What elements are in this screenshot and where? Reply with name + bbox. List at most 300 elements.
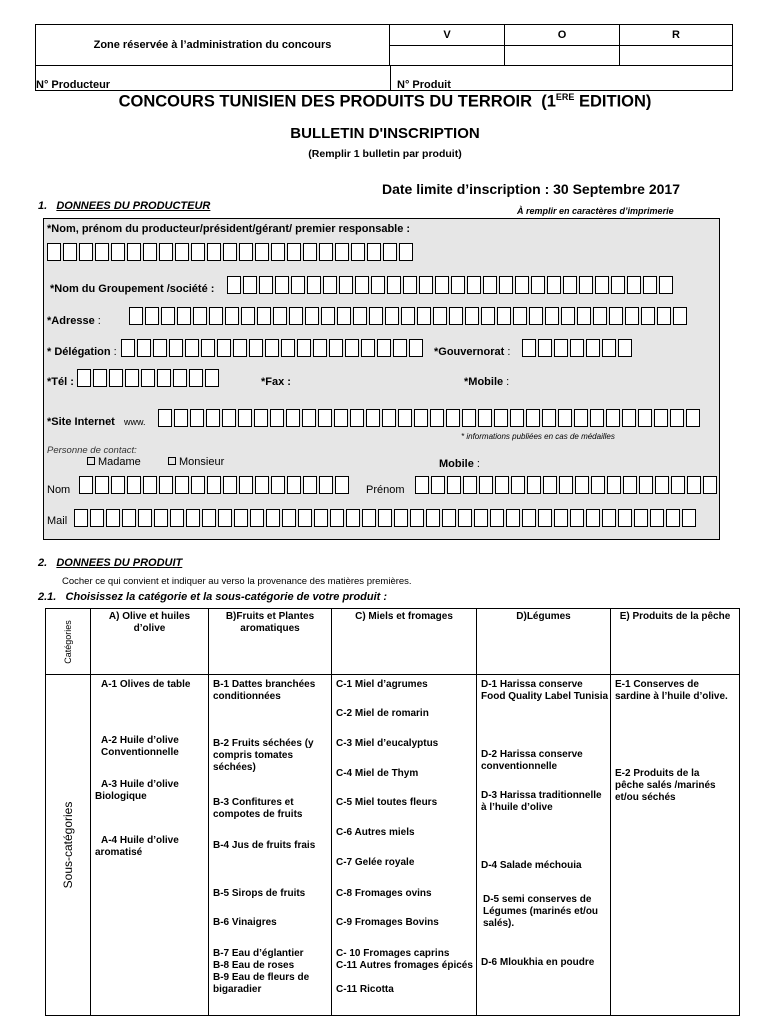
monsieur-option[interactable]: Monsieur xyxy=(168,456,224,468)
char-box[interactable] xyxy=(703,476,717,494)
tel-label: *Tél : xyxy=(47,376,74,388)
sub-b2[interactable]: B-2 Fruits séchées (y compris tomates séchées) xyxy=(213,738,314,773)
sub-c10[interactable]: C- 10 Fromages caprins xyxy=(336,948,450,959)
char-box[interactable] xyxy=(173,369,187,387)
char-box[interactable] xyxy=(239,243,253,261)
char-box[interactable] xyxy=(254,409,268,427)
monsieur-checkbox[interactable] xyxy=(168,457,176,465)
sub-d4[interactable]: D-4 Salade méchouia xyxy=(481,860,582,871)
char-box[interactable] xyxy=(227,276,241,294)
char-box[interactable] xyxy=(606,409,620,427)
char-box[interactable] xyxy=(79,476,93,494)
char-box[interactable] xyxy=(398,409,412,427)
char-box[interactable] xyxy=(409,339,423,357)
char-box[interactable] xyxy=(95,476,109,494)
prenom-boxes[interactable] xyxy=(415,476,719,494)
char-box[interactable] xyxy=(401,307,415,325)
char-box[interactable] xyxy=(346,509,360,527)
char-box[interactable] xyxy=(430,409,444,427)
char-box[interactable] xyxy=(575,476,589,494)
char-box[interactable] xyxy=(186,509,200,527)
char-box[interactable] xyxy=(319,476,333,494)
char-box[interactable] xyxy=(623,476,637,494)
gouvernorat-boxes[interactable] xyxy=(522,339,634,357)
char-box[interactable] xyxy=(303,476,317,494)
admin-col-v: V xyxy=(390,25,505,46)
char-box[interactable] xyxy=(270,409,284,427)
char-box[interactable] xyxy=(191,243,205,261)
char-box[interactable] xyxy=(659,276,673,294)
char-box[interactable] xyxy=(382,409,396,427)
char-box[interactable] xyxy=(127,476,141,494)
char-box[interactable] xyxy=(206,409,220,427)
char-box[interactable] xyxy=(586,339,600,357)
char-box[interactable] xyxy=(202,509,216,527)
char-box[interactable] xyxy=(634,509,648,527)
char-box[interactable] xyxy=(442,509,456,527)
char-box[interactable] xyxy=(383,243,397,261)
char-box[interactable] xyxy=(302,409,316,427)
char-box[interactable] xyxy=(143,476,157,494)
char-box[interactable] xyxy=(545,307,559,325)
char-box[interactable] xyxy=(281,339,295,357)
char-box[interactable] xyxy=(209,307,223,325)
char-box[interactable] xyxy=(446,409,460,427)
char-box[interactable] xyxy=(355,276,369,294)
char-box[interactable] xyxy=(622,409,636,427)
char-box[interactable] xyxy=(185,339,199,357)
nom-boxes[interactable] xyxy=(79,476,351,494)
sub-c8[interactable]: C-8 Fromages ovins xyxy=(336,888,432,899)
char-box[interactable] xyxy=(265,339,279,357)
char-box[interactable] xyxy=(579,276,593,294)
char-box[interactable] xyxy=(345,339,359,357)
sub-d2[interactable]: D-2 Harissa conserve conventionnelle xyxy=(481,749,583,772)
char-box[interactable] xyxy=(643,276,657,294)
char-box[interactable] xyxy=(529,307,543,325)
char-box[interactable] xyxy=(627,276,641,294)
char-box[interactable] xyxy=(687,476,701,494)
char-box[interactable] xyxy=(478,409,492,427)
char-box[interactable] xyxy=(625,307,639,325)
char-box[interactable] xyxy=(90,509,104,527)
char-box[interactable] xyxy=(641,307,655,325)
char-box[interactable] xyxy=(570,339,584,357)
char-box[interactable] xyxy=(159,243,173,261)
char-box[interactable] xyxy=(222,409,236,427)
char-box[interactable] xyxy=(558,409,572,427)
char-box[interactable] xyxy=(63,243,77,261)
site-boxes[interactable] xyxy=(158,409,702,427)
char-box[interactable] xyxy=(611,276,625,294)
char-box[interactable] xyxy=(353,307,367,325)
sub-b8[interactable]: B-8 Eau de roses xyxy=(213,960,295,971)
char-box[interactable] xyxy=(141,369,155,387)
char-box[interactable] xyxy=(591,476,605,494)
char-box[interactable] xyxy=(159,476,173,494)
char-box[interactable] xyxy=(282,509,296,527)
section2-heading: 2. DONNEES DU PRODUIT xyxy=(38,557,183,569)
category-a[interactable]: A) Olive et huiles d’olive xyxy=(91,609,209,675)
char-box[interactable] xyxy=(639,476,653,494)
char-box[interactable] xyxy=(259,276,273,294)
char-box[interactable] xyxy=(255,243,269,261)
admin-col-o: O xyxy=(505,25,620,46)
char-box[interactable] xyxy=(334,409,348,427)
char-box[interactable] xyxy=(595,276,609,294)
char-box[interactable] xyxy=(313,339,327,357)
char-box[interactable] xyxy=(157,369,171,387)
sub-c9[interactable]: C-9 Fromages Bovins xyxy=(336,917,439,928)
subcategories-c xyxy=(332,675,477,1016)
char-box[interactable] xyxy=(330,509,344,527)
char-box[interactable] xyxy=(410,509,424,527)
char-box[interactable] xyxy=(79,243,93,261)
char-box[interactable] xyxy=(387,276,401,294)
delegation-boxes-2[interactable] xyxy=(185,339,425,357)
char-box[interactable] xyxy=(531,276,545,294)
char-box[interactable] xyxy=(671,476,685,494)
sub-b6[interactable]: B-6 Vinaigres xyxy=(213,917,277,928)
char-box[interactable] xyxy=(609,307,623,325)
char-box[interactable] xyxy=(298,509,312,527)
admin-cell-r[interactable] xyxy=(620,45,733,66)
char-box[interactable] xyxy=(329,339,343,357)
sub-c12[interactable]: C-11 Ricotta xyxy=(336,984,394,995)
char-box[interactable] xyxy=(109,369,123,387)
char-box[interactable] xyxy=(369,307,383,325)
char-box[interactable] xyxy=(522,509,536,527)
char-box[interactable] xyxy=(175,243,189,261)
char-box[interactable] xyxy=(286,409,300,427)
char-box[interactable] xyxy=(435,276,449,294)
char-box[interactable] xyxy=(339,276,353,294)
char-box[interactable] xyxy=(399,243,413,261)
char-box[interactable] xyxy=(77,369,91,387)
producer-number-label: N° Producteur xyxy=(36,79,111,91)
char-box[interactable] xyxy=(474,509,488,527)
delegation-boxes-1[interactable] xyxy=(121,339,185,357)
madame-option[interactable]: Madame xyxy=(87,456,141,468)
admin-cell-v[interactable] xyxy=(390,45,505,66)
sub-a4[interactable]: A-4 Huile d’olive aromatisé xyxy=(95,835,179,858)
char-box[interactable] xyxy=(371,276,385,294)
char-box[interactable] xyxy=(513,307,527,325)
char-box[interactable] xyxy=(483,276,497,294)
product-number-label: N° Produit xyxy=(397,79,451,91)
char-box[interactable] xyxy=(249,339,263,357)
char-box[interactable] xyxy=(218,509,232,527)
char-box[interactable] xyxy=(479,476,493,494)
category-d[interactable]: D)Légumes xyxy=(477,609,611,675)
sub-a1[interactable]: A-1 Olives de table xyxy=(101,679,191,690)
char-box[interactable] xyxy=(602,339,616,357)
char-box[interactable] xyxy=(143,243,157,261)
char-box[interactable] xyxy=(385,307,399,325)
char-box[interactable] xyxy=(177,307,191,325)
char-box[interactable] xyxy=(161,307,175,325)
char-box[interactable] xyxy=(522,339,536,357)
char-box[interactable] xyxy=(223,476,237,494)
char-box[interactable] xyxy=(191,476,205,494)
char-box[interactable] xyxy=(426,509,440,527)
char-box[interactable] xyxy=(574,409,588,427)
char-box[interactable] xyxy=(106,509,120,527)
char-box[interactable] xyxy=(318,409,332,427)
char-box[interactable] xyxy=(207,476,221,494)
mail-boxes[interactable] xyxy=(74,509,698,527)
char-box[interactable] xyxy=(554,339,568,357)
char-box[interactable] xyxy=(490,509,504,527)
sub-b9[interactable]: B-9 Eau de fleurs de bigaradier xyxy=(213,972,310,995)
category-c[interactable]: C) Miels et fromages xyxy=(332,609,477,675)
char-box[interactable] xyxy=(394,509,408,527)
sub-c11[interactable]: C-11 Autres fromages épicés xyxy=(336,960,473,971)
char-box[interactable] xyxy=(654,409,668,427)
char-box[interactable] xyxy=(554,509,568,527)
char-box[interactable] xyxy=(419,276,433,294)
char-box[interactable] xyxy=(403,276,417,294)
sub-e2[interactable]: E-2 Produits de la pêche salés /marinés et/ou séchés xyxy=(615,768,716,803)
char-box[interactable] xyxy=(657,307,671,325)
char-box[interactable] xyxy=(175,476,189,494)
sub-b1[interactable]: B-1 Dattes branchées conditionnées xyxy=(213,679,316,702)
char-box[interactable] xyxy=(233,339,247,357)
char-box[interactable] xyxy=(158,409,172,427)
char-box[interactable] xyxy=(431,476,445,494)
char-box[interactable] xyxy=(511,476,525,494)
char-box[interactable] xyxy=(670,409,684,427)
sub-d5[interactable]: D-5 semi conserves de Légumes (marinés et/ou salés). xyxy=(483,894,599,929)
char-box[interactable] xyxy=(243,276,257,294)
char-box[interactable] xyxy=(303,243,317,261)
char-box[interactable] xyxy=(153,339,167,357)
sub-c1[interactable]: C-1 Miel d’agrumes xyxy=(336,679,428,690)
char-box[interactable] xyxy=(271,243,285,261)
char-box[interactable] xyxy=(201,339,215,357)
char-box[interactable] xyxy=(673,307,687,325)
char-box[interactable] xyxy=(189,369,203,387)
char-box[interactable] xyxy=(307,276,321,294)
char-box[interactable] xyxy=(287,243,301,261)
madame-checkbox[interactable] xyxy=(87,457,95,465)
char-box[interactable] xyxy=(638,409,652,427)
category-b[interactable]: B)Fruits et Plantes aromatiques xyxy=(209,609,332,675)
char-box[interactable] xyxy=(458,509,472,527)
char-box[interactable] xyxy=(590,409,604,427)
char-box[interactable] xyxy=(47,243,61,261)
char-box[interactable] xyxy=(543,476,557,494)
char-box[interactable] xyxy=(449,307,463,325)
char-box[interactable] xyxy=(526,409,540,427)
char-box[interactable] xyxy=(414,409,428,427)
char-box[interactable] xyxy=(122,509,136,527)
char-box[interactable] xyxy=(586,509,600,527)
char-box[interactable] xyxy=(291,276,305,294)
char-box[interactable] xyxy=(542,409,556,427)
char-box[interactable] xyxy=(137,339,151,357)
char-box[interactable] xyxy=(495,476,509,494)
char-box[interactable] xyxy=(145,307,159,325)
char-box[interactable] xyxy=(463,476,477,494)
char-box[interactable] xyxy=(361,339,375,357)
char-box[interactable] xyxy=(74,509,88,527)
char-box[interactable] xyxy=(111,243,125,261)
char-box[interactable] xyxy=(593,307,607,325)
char-box[interactable] xyxy=(481,307,495,325)
char-box[interactable] xyxy=(250,509,264,527)
char-box[interactable] xyxy=(527,476,541,494)
name-boxes[interactable] xyxy=(47,243,415,261)
admin-cell-o[interactable] xyxy=(505,45,620,66)
tel-boxes[interactable] xyxy=(77,369,221,387)
char-box[interactable] xyxy=(666,509,680,527)
char-box[interactable] xyxy=(447,476,461,494)
info-note: * informations publiées en cas de médailles xyxy=(461,432,615,441)
sub-a2[interactable]: A-2 Huile d’olive Conventionnelle xyxy=(101,735,179,758)
adresse-boxes[interactable] xyxy=(129,307,689,325)
char-box[interactable] xyxy=(335,243,349,261)
char-box[interactable] xyxy=(138,509,152,527)
char-box[interactable] xyxy=(238,409,252,427)
nom-label: Nom xyxy=(47,484,71,496)
char-box[interactable] xyxy=(538,339,552,357)
char-box[interactable] xyxy=(462,409,476,427)
sub-d6[interactable]: D-6 Mloukhia en poudre xyxy=(481,957,595,968)
char-box[interactable] xyxy=(506,509,520,527)
mail-label: Mail xyxy=(47,515,68,527)
char-box[interactable] xyxy=(497,307,511,325)
char-box[interactable] xyxy=(154,509,168,527)
sub-c4[interactable]: C-4 Miel de Thym xyxy=(336,768,419,779)
sub-c6[interactable]: C-6 Autres miels xyxy=(336,827,415,838)
char-box[interactable] xyxy=(121,339,135,357)
mobile-label: *Mobile : xyxy=(464,376,510,388)
char-box[interactable] xyxy=(125,369,139,387)
char-box[interactable] xyxy=(323,276,337,294)
char-box[interactable] xyxy=(655,476,669,494)
char-box[interactable] xyxy=(378,509,392,527)
char-box[interactable] xyxy=(393,339,407,357)
char-box[interactable] xyxy=(111,476,125,494)
sub-c2[interactable]: C-2 Miel de romarin xyxy=(336,708,429,719)
char-box[interactable] xyxy=(467,276,481,294)
char-box[interactable] xyxy=(305,307,319,325)
char-box[interactable] xyxy=(223,243,237,261)
char-box[interactable] xyxy=(169,339,183,357)
char-box[interactable] xyxy=(255,476,269,494)
char-box[interactable] xyxy=(499,276,513,294)
sub-a3[interactable]: A-3 Huile d’olive Biologique xyxy=(95,779,179,802)
char-box[interactable] xyxy=(650,509,664,527)
char-box[interactable] xyxy=(275,276,289,294)
char-box[interactable] xyxy=(335,476,349,494)
char-box[interactable] xyxy=(607,476,621,494)
char-box[interactable] xyxy=(367,243,381,261)
char-box[interactable] xyxy=(217,339,231,357)
sub-e1[interactable]: E-1 Conserves de sardine à l’huile d’olive. xyxy=(615,679,728,702)
sub-c7[interactable]: C-7 Gelée royale xyxy=(336,857,415,868)
sub-c5[interactable]: C-5 Miel toutes fleurs xyxy=(336,797,438,808)
char-box[interactable] xyxy=(377,339,391,357)
char-box[interactable] xyxy=(618,509,632,527)
char-box[interactable] xyxy=(602,509,616,527)
char-box[interactable] xyxy=(547,276,561,294)
char-box[interactable] xyxy=(297,339,311,357)
char-box[interactable] xyxy=(257,307,271,325)
char-box[interactable] xyxy=(95,243,109,261)
sub-c3[interactable]: C-3 Miel d’eucalyptus xyxy=(336,738,439,749)
sub-b3[interactable]: B-3 Confitures et compotes de fruits xyxy=(213,797,303,820)
sub-b7[interactable]: B-7 Eau d’églantier xyxy=(213,948,304,959)
char-box[interactable] xyxy=(190,409,204,427)
char-box[interactable] xyxy=(559,476,573,494)
char-box[interactable] xyxy=(93,369,107,387)
char-box[interactable] xyxy=(494,409,508,427)
char-box[interactable] xyxy=(465,307,479,325)
char-box[interactable] xyxy=(433,307,447,325)
char-box[interactable] xyxy=(415,476,429,494)
char-box[interactable] xyxy=(350,409,364,427)
admin-zone-table xyxy=(35,24,733,66)
sub-b5[interactable]: B-5 Sirops de fruits xyxy=(213,888,306,899)
char-box[interactable] xyxy=(174,409,188,427)
char-box[interactable] xyxy=(538,509,552,527)
char-box[interactable] xyxy=(241,307,255,325)
groupement-boxes[interactable] xyxy=(227,276,675,294)
char-box[interactable] xyxy=(417,307,431,325)
char-box[interactable] xyxy=(319,243,333,261)
char-box[interactable] xyxy=(451,276,465,294)
char-box[interactable] xyxy=(314,509,328,527)
char-box[interactable] xyxy=(351,243,365,261)
char-box[interactable] xyxy=(239,476,253,494)
char-box[interactable] xyxy=(207,243,221,261)
char-box[interactable] xyxy=(225,307,239,325)
sub-b4[interactable]: B-4 Jus de fruits frais xyxy=(213,840,316,851)
category-e[interactable]: E) Produits de la pêche xyxy=(611,609,740,675)
char-box[interactable] xyxy=(170,509,184,527)
char-box[interactable] xyxy=(618,339,632,357)
char-box[interactable] xyxy=(686,409,700,427)
char-box[interactable] xyxy=(266,509,280,527)
char-box[interactable] xyxy=(563,276,577,294)
char-box[interactable] xyxy=(271,476,285,494)
char-box[interactable] xyxy=(577,307,591,325)
char-box[interactable] xyxy=(321,307,335,325)
char-box[interactable] xyxy=(205,369,219,387)
sub-d3[interactable]: D-3 Harissa traditionnelle à l’huile d’olive xyxy=(481,790,602,813)
char-box[interactable] xyxy=(561,307,575,325)
section1-note: À remplir en caractères d’imprimerie xyxy=(517,206,674,216)
sub-d1[interactable]: D-1 Harissa conserve Food Quality Label Tunisia xyxy=(481,679,609,702)
char-box[interactable] xyxy=(682,509,696,527)
char-box[interactable] xyxy=(287,476,301,494)
char-box[interactable] xyxy=(570,509,584,527)
char-box[interactable] xyxy=(127,243,141,261)
char-box[interactable] xyxy=(289,307,303,325)
char-box[interactable] xyxy=(193,307,207,325)
char-box[interactable] xyxy=(362,509,376,527)
char-box[interactable] xyxy=(234,509,248,527)
char-box[interactable] xyxy=(337,307,351,325)
char-box[interactable] xyxy=(273,307,287,325)
char-box[interactable] xyxy=(366,409,380,427)
char-box[interactable] xyxy=(515,276,529,294)
char-box[interactable] xyxy=(510,409,524,427)
char-box[interactable] xyxy=(129,307,143,325)
page-title: CONCOURS TUNISIEN DES PRODUITS DU TERROIR (1ERE EDITION) xyxy=(118,92,652,111)
